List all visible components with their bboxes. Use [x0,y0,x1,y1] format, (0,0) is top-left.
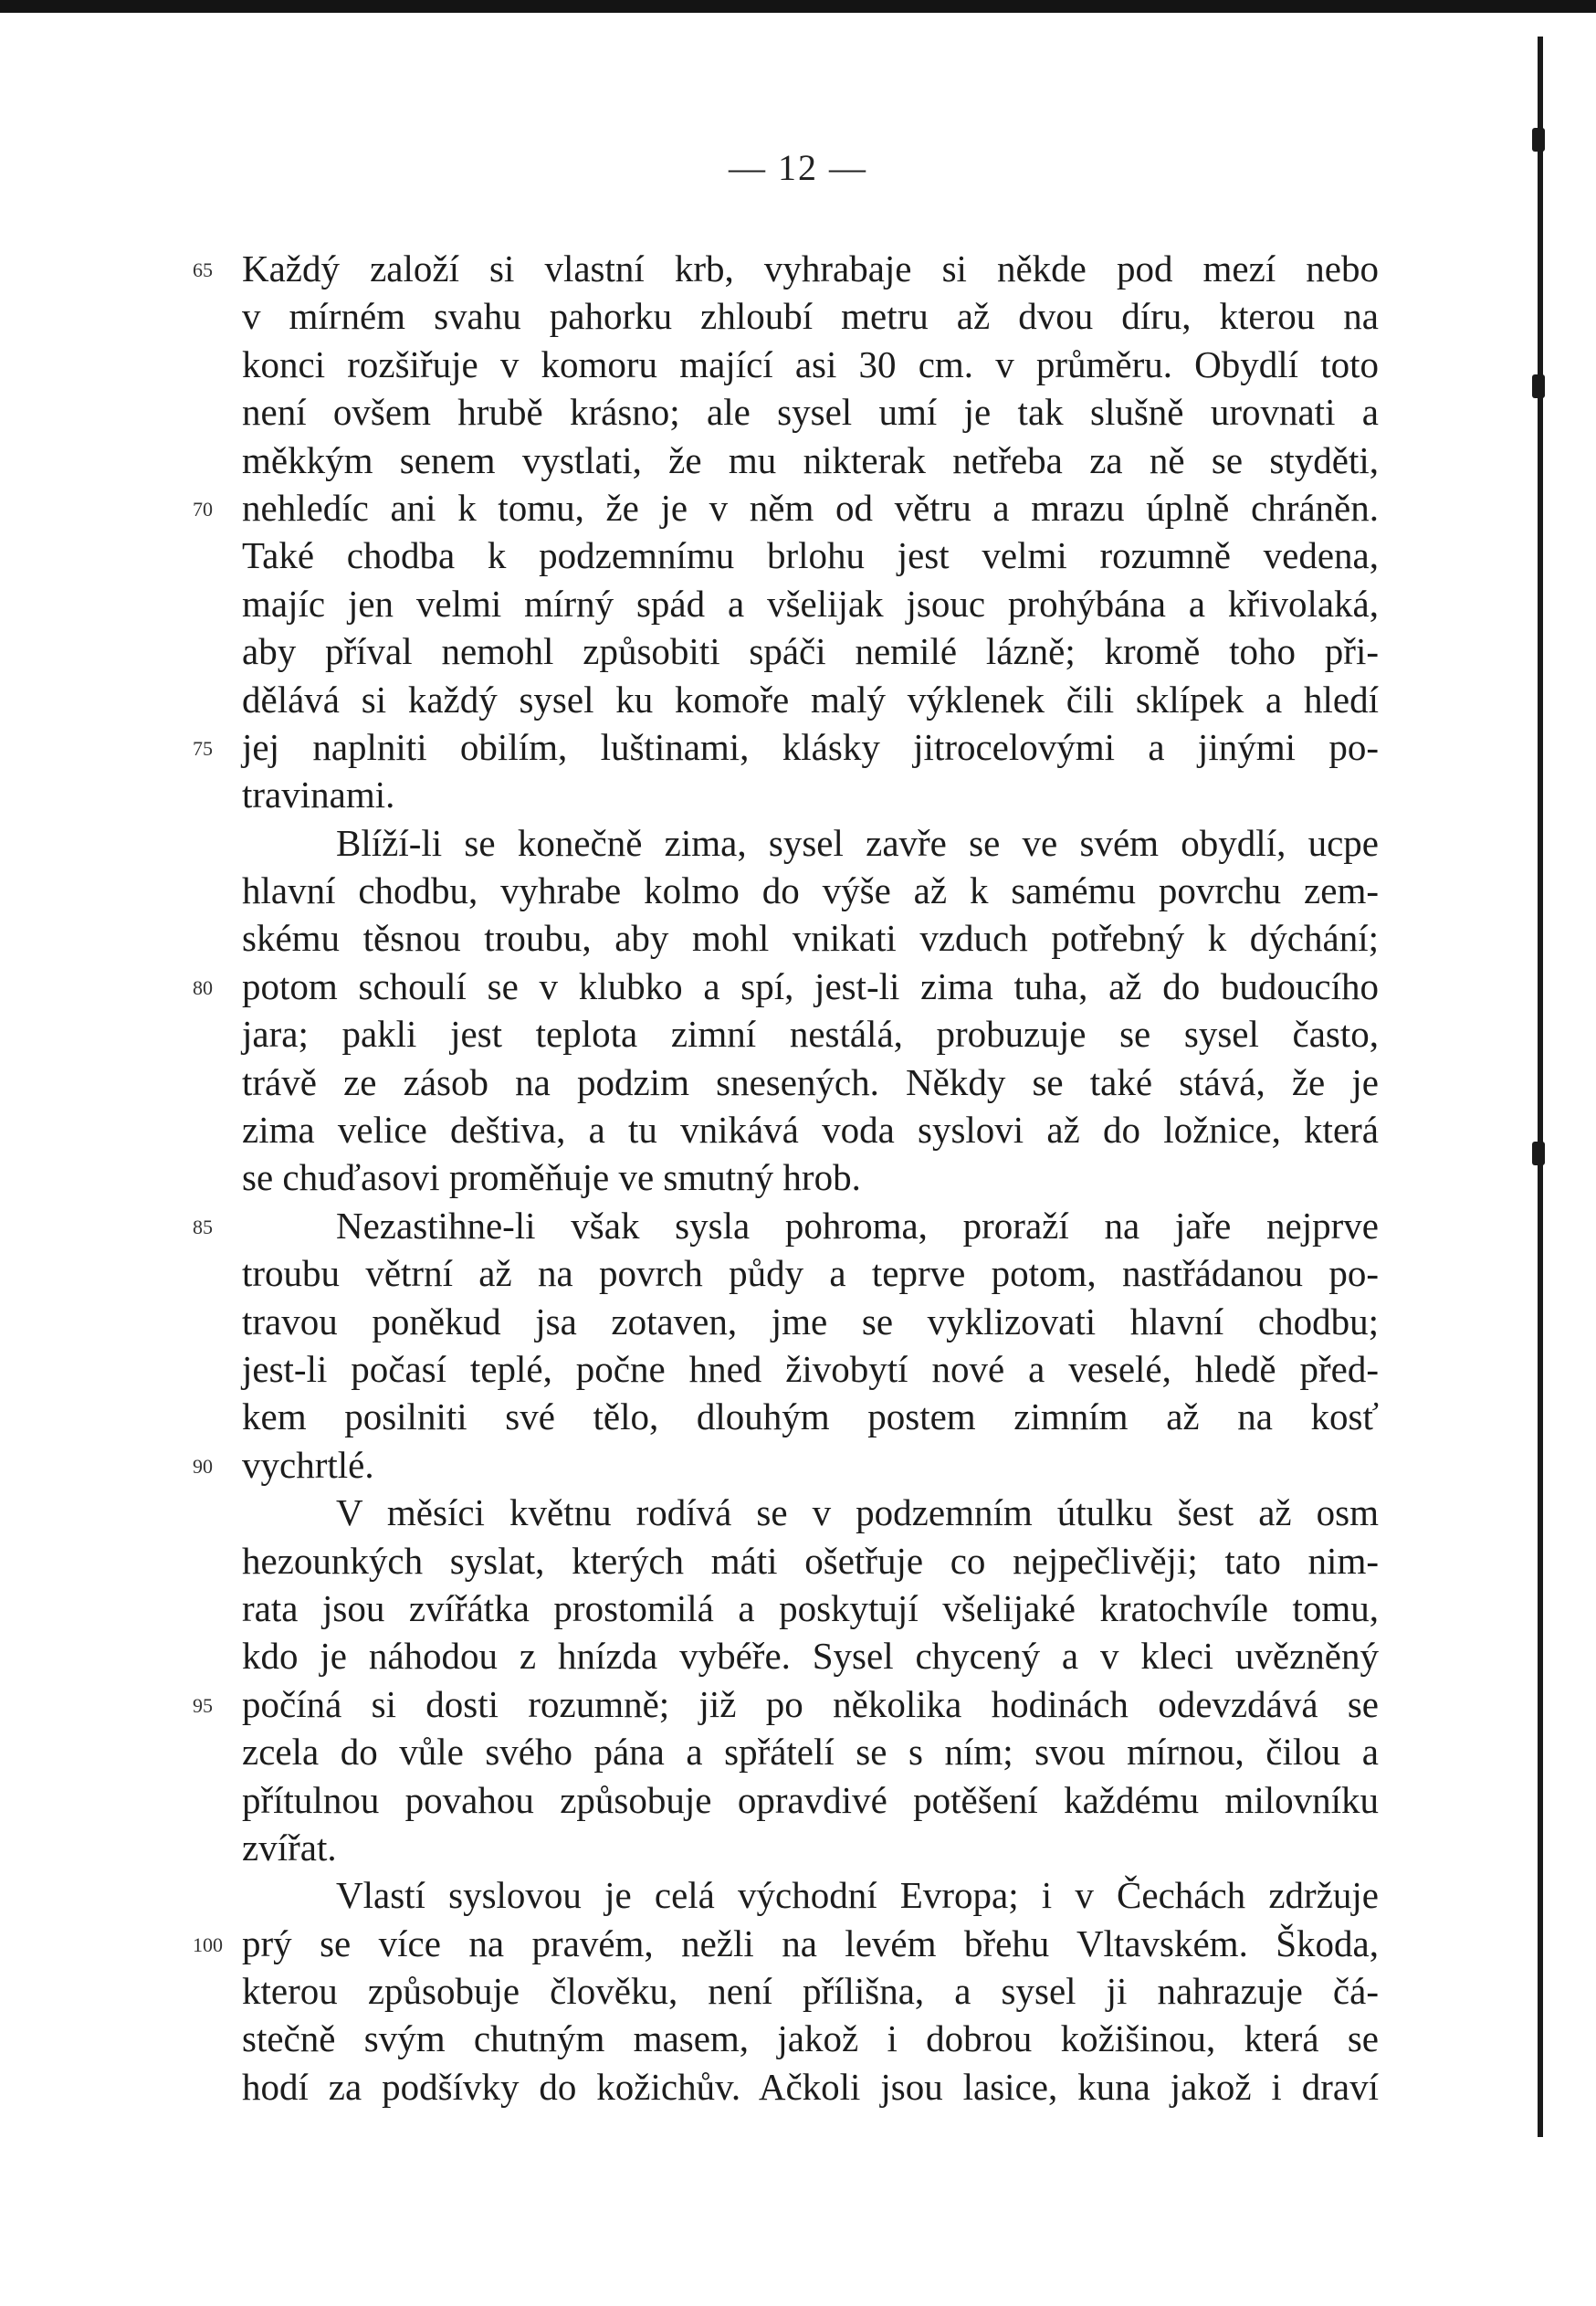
text-line [242,1776,1379,1824]
text-line [242,1632,1379,1679]
line-text: Nezastihne-li však sysla pohroma, proraží na jaře nejprve [336,1204,1379,1247]
text-line [193,723,1379,771]
line-text: travinami. [242,774,395,816]
text-line [242,1106,1379,1153]
line-text: přítulnou povahou způsobuje opravdivé potěšení každému milovníku [242,1778,1379,1821]
line-text: jest-li počasí teplé, počne hned živobytí nové a veselé, hledě před- [242,1347,1379,1390]
line-text: konci rozšiřuje v komoru mající asi 30 cm. v průměru. Obydlí toto [242,342,1379,385]
text-line [242,1871,1379,1919]
line-text: počíná si dosti rozumně; již po několika hodinách odevzdává se [242,1682,1379,1725]
text-line [242,1153,1379,1201]
line-text: prý se více na pravém, nežli na levém břehu Vltavském. Škoda, [242,1922,1379,1964]
line-text: zcela do vůle svého pána a spřátelí se s ním; svou mírnou, čilou a [242,1731,1379,1774]
line-text: se chuďasovi proměňuje ve smutný hrob. [242,1156,861,1199]
line-text: trávě ze zásob na podzim snesených. Někdy se také stává, že je [242,1060,1379,1103]
scan-right-edge [1538,37,1543,2137]
line-text: hlavní chodbu, vyhrabe kolmo do výše až k samému povrchu zem- [242,869,1379,912]
line-text: zima velice deštiva, a tu vnikává voda syslovi až do ložnice, která [242,1109,1379,1152]
text-line [193,484,1379,532]
line-text: zvířat. [242,1826,337,1869]
line-number: 70 [193,497,213,521]
line-text: měkkým senem vystlati, že mu nikterak netřeba za ně se styděti, [242,438,1379,481]
text-line [193,1202,1379,1249]
text-line [242,1249,1379,1297]
line-text: kem posilniti své tělo, dlouhým postem zimním až na kosť [242,1395,1379,1438]
text-line [193,1680,1379,1728]
line-number: 95 [193,1693,213,1717]
text-line [193,963,1379,1010]
line-text: travou poněkud jsa zotaven, jme se vyklizovati hlavní chodbu; [242,1300,1379,1343]
text-line [242,676,1379,723]
text-line [193,245,1379,292]
text-line [242,914,1379,962]
text-line [242,1058,1379,1106]
text-line [242,532,1379,579]
text-line [193,1441,1379,1489]
line-text: Také chodba k podzemnímu brlohu jest velmi rozumně vedena, [242,534,1379,577]
text-line [242,1298,1379,1345]
text-line [242,771,1379,818]
scan-edge-mark [1532,374,1545,398]
line-number: 90 [193,1454,213,1478]
text-line [242,437,1379,484]
text-line [242,1824,1379,1871]
line-text: v mírném svahu pahorku zhloubí metru až dvou díru, kterou na [242,295,1379,338]
text-line [242,1010,1379,1058]
text-line [242,1393,1379,1440]
page-number: — 12 — [729,147,867,188]
line-text: není ovšem hrubě krásno; ale sysel umí je tak slušně urovnati a [242,391,1379,434]
line-text: V měsíci květnu rodívá se v podzemním útulku šest až osm [336,1491,1379,1534]
line-text: dělává si každý sysel ku komoře malý výklenek čili sklípek a hledí [242,678,1379,721]
line-text: Každý založí si vlastní krb, vyhrabaje si někde pod mezí nebo [242,247,1379,290]
text-line [242,2063,1379,2111]
line-text: majíc jen velmi mírný spád a všelijak jsouc prohýbána a křivolaká, [242,582,1379,625]
line-text: skému těsnou troubu, aby mohl vnikati vzduch potřebný k dýchání; [242,917,1379,960]
text-line [242,1728,1379,1775]
line-text: aby příval nemohl způsobiti spáči nemilé lázně; kromě toho při- [242,630,1379,673]
line-text: kdo je náhodou z hnízda vybéře. Sysel chycený a v kleci uvězněný [242,1635,1379,1678]
text-line [242,1345,1379,1393]
line-text: vychrtlé. [242,1443,374,1486]
line-text: Blíží-li se konečně zima, sysel zavře se ve svém obydlí, ucpe [336,821,1379,864]
line-text: hodí za podšívky do kožichův. Ačkoli jsou lasice, kuna jakož i draví [242,2065,1379,2108]
line-number: 85 [193,1215,213,1238]
text-line [193,1920,1379,1967]
line-number: 65 [193,258,213,281]
text-line [242,2015,1379,2062]
scan-top-edge [0,0,1596,13]
line-number: 100 [193,1932,223,1956]
line-number: 80 [193,975,213,999]
text-line [242,1967,1379,2015]
line-text: kterou způsobuje člověku, není přílišna, a sysel ji nahrazuje čá- [242,1970,1379,2013]
line-text: hezounkých syslat, kterých máti ošetřuje co nejpečlivěji; tato nim- [242,1539,1379,1582]
line-text: Vlastí syslovou je celá východní Evropa; i v Čechách zdržuje [336,1874,1379,1917]
text-line [242,292,1379,340]
body-text [193,245,1379,2111]
text-line [242,867,1379,914]
text-line [242,819,1379,867]
line-number: 75 [193,736,213,760]
text-line [242,1537,1379,1585]
line-text: troubu větrní až na povrch půdy a teprve potom, nastřádanou po- [242,1252,1379,1295]
line-text: jej naplniti obilím, luštinami, klásky jitrocelovými a jinými po- [242,725,1379,768]
line-text: rata jsou zvířátka prostomilá a poskytují všelijaké kratochvíle tomu, [242,1586,1379,1629]
scan-edge-mark [1532,1142,1545,1165]
text-line [242,341,1379,388]
line-text: jara; pakli jest teplota zimní nestálá, probuzuje se sysel často, [242,1013,1379,1056]
line-text: stečně svým chutným masem, jakož i dobrou kožišinou, která se [242,2017,1379,2060]
text-line [242,627,1379,675]
line-text: nehledíc ani k tomu, že je v něm od větru a mrazu úplně chráněn. [242,486,1379,529]
text-line [242,1489,1379,1536]
text-line [242,388,1379,436]
line-text: potom schoulí se v klubko a spí, jest-li zima tuha, až do budoucího [242,964,1379,1007]
text-line [242,580,1379,627]
text-line [242,1585,1379,1632]
